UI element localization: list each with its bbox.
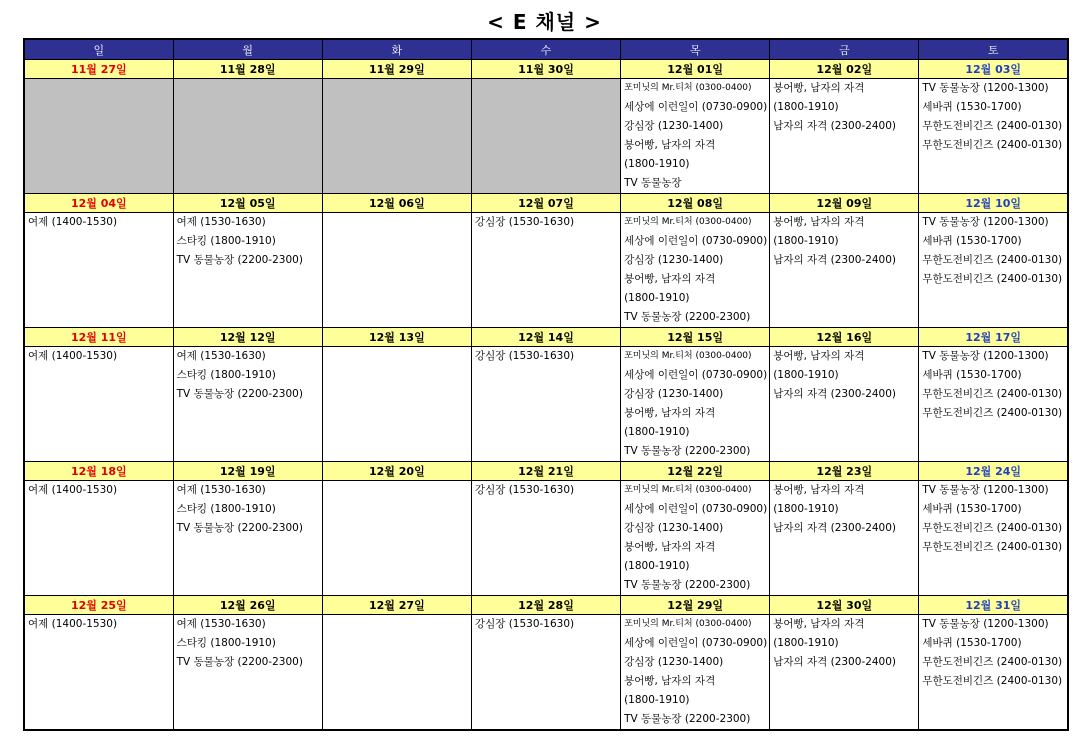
date-cell-mon: 12월 05일 (173, 194, 322, 213)
page-title: < E 채널 > (487, 10, 602, 34)
schedule-calendar (23, 38, 1069, 731)
program-cell-tue (322, 481, 471, 596)
weekday-header-row (24, 39, 1068, 60)
weekday-mon: 월 (173, 39, 322, 60)
program-entry: (1800-1910) (624, 158, 690, 170)
program-entry: TV 동물농장 (2200-2300) (176, 522, 303, 534)
program-row (24, 79, 1068, 194)
program-entry: 붕어빵, 남자의 자격 (624, 139, 716, 151)
date-cell-sun: 12월 11일 (24, 328, 173, 347)
date-cell-wed: 12월 21일 (471, 462, 620, 481)
program-row (24, 481, 1068, 596)
program-entry: 붕어빵, 남자의 자격 (624, 675, 716, 687)
date-row (24, 462, 1068, 481)
program-entry: 강심장 (1530-1630) (474, 618, 575, 630)
date-row (24, 194, 1068, 213)
date-row (24, 328, 1068, 347)
date-row (24, 60, 1068, 79)
program-entry: TV 동물농장 (2200-2300) (624, 445, 751, 457)
date-cell-sun: 12월 18일 (24, 462, 173, 481)
program-cell-sun (24, 213, 173, 328)
program-entry: 강심장 (1530-1630) (474, 350, 575, 362)
program-entry: 세상에 이런일이 (0730-0900) (624, 101, 768, 113)
program-entry: 스타킹 (1800-1910) (176, 369, 276, 381)
date-cell-thu: 12월 29일 (621, 596, 770, 615)
program-entry: 붕어빵, 남자의 자격 (624, 407, 716, 419)
program-entry: 무한도전비긴즈 (2400-0130) (922, 675, 1063, 687)
program-entry: 여제 (1400-1530) (28, 484, 118, 496)
program-entry: 붕어빵, 남자의 자격 (773, 484, 865, 496)
program-entry: 세상에 이런일이 (0730-0900) (624, 235, 768, 247)
program-cell-sun (24, 347, 173, 462)
program-entry: 포미닛의 Mr.티처 (0300-0400) (624, 485, 752, 495)
program-entry: (1800-1910) (773, 235, 839, 247)
program-cell-fri (770, 481, 919, 596)
program-entry: 남자의 자격 (2300-2400) (773, 254, 897, 266)
weekday-sat: 토 (919, 39, 1068, 60)
weekday-wed: 수 (471, 39, 620, 60)
date-cell-thu: 12월 15일 (621, 328, 770, 347)
program-entry: 스타킹 (1800-1910) (176, 235, 276, 247)
program-entry: 스타킹 (1800-1910) (176, 503, 276, 515)
date-cell-fri: 12월 02일 (770, 60, 919, 79)
date-cell-wed: 11월 30일 (471, 60, 620, 79)
program-entry: (1800-1910) (773, 637, 839, 649)
program-entry: TV 동물농장 (2200-2300) (176, 656, 303, 668)
program-cell-mon (173, 79, 322, 194)
program-entry: TV 동물농장 (1200-1300) (922, 216, 1049, 228)
program-entry: 포미닛의 Mr.티처 (0300-0400) (624, 619, 752, 629)
program-entry: 강심장 (1230-1400) (624, 522, 724, 534)
program-cell-sun (24, 79, 173, 194)
program-entry: 무한도전비긴즈 (2400-0130) (922, 407, 1063, 419)
program-entry: 무한도전비긴즈 (2400-0130) (922, 254, 1063, 266)
date-cell-mon: 11월 28일 (173, 60, 322, 79)
program-entry: 무한도전비긴즈 (2400-0130) (922, 273, 1063, 285)
program-entry: 강심장 (1230-1400) (624, 120, 724, 132)
program-entry: 세바퀴 (1530-1700) (922, 101, 1022, 113)
program-row (24, 213, 1068, 328)
program-cell-wed (471, 481, 620, 596)
program-entry: 세바퀴 (1530-1700) (922, 235, 1022, 247)
program-entry: 포미닛의 Mr.티처 (0300-0400) (624, 351, 752, 361)
program-cell-sun (24, 481, 173, 596)
date-row (24, 596, 1068, 615)
program-cell-thu (621, 79, 770, 194)
program-entry: 강심장 (1530-1630) (474, 216, 575, 228)
date-cell-fri: 12월 16일 (770, 328, 919, 347)
program-entry: TV 동물농장 (2200-2300) (176, 254, 303, 266)
program-entry: 붕어빵, 남자의 자격 (773, 618, 865, 630)
program-entry: TV 동물농장 (1200-1300) (922, 350, 1049, 362)
program-entry: 강심장 (1230-1400) (624, 254, 724, 266)
program-entry: 무한도전비긴즈 (2400-0130) (922, 656, 1063, 668)
program-cell-thu (621, 481, 770, 596)
program-entry: 세상에 이런일이 (0730-0900) (624, 369, 768, 381)
date-cell-sun: 12월 25일 (24, 596, 173, 615)
date-cell-sat: 12월 03일 (919, 60, 1068, 79)
program-entry: 붕어빵, 남자의 자격 (773, 216, 865, 228)
program-entry: 세바퀴 (1530-1700) (922, 369, 1022, 381)
program-entry: TV 동물농장 (2200-2300) (624, 713, 751, 725)
program-entry: TV 동물농장 (2200-2300) (624, 311, 751, 323)
weekday-fri: 금 (770, 39, 919, 60)
program-entry: 남자의 자격 (2300-2400) (773, 120, 897, 132)
program-entry: 여제 (1530-1630) (176, 350, 266, 362)
program-entry: 강심장 (1530-1630) (474, 484, 575, 496)
program-entry: TV 동물농장 (2200-2300) (624, 579, 751, 591)
program-cell-thu (621, 615, 770, 731)
date-cell-tue: 12월 20일 (322, 462, 471, 481)
program-row (24, 347, 1068, 462)
program-entry: (1800-1910) (773, 101, 839, 113)
date-cell-sat: 12월 17일 (919, 328, 1068, 347)
program-entry: 붕어빵, 남자의 자격 (773, 350, 865, 362)
program-entry: 무한도전비긴즈 (2400-0130) (922, 522, 1063, 534)
program-cell-fri (770, 213, 919, 328)
program-entry: (1800-1910) (773, 369, 839, 381)
date-cell-wed: 12월 14일 (471, 328, 620, 347)
program-entry: 남자의 자격 (2300-2400) (773, 522, 897, 534)
date-cell-thu: 12월 01일 (621, 60, 770, 79)
date-cell-tue: 12월 13일 (322, 328, 471, 347)
program-entry: 강심장 (1230-1400) (624, 388, 724, 400)
date-cell-sun: 12월 04일 (24, 194, 173, 213)
program-entry: 무한도전비긴즈 (2400-0130) (922, 541, 1063, 553)
program-cell-sun (24, 615, 173, 731)
program-entry: 포미닛의 Mr.티처 (0300-0400) (624, 217, 752, 227)
program-cell-tue (322, 213, 471, 328)
program-cell-sat (919, 79, 1068, 194)
date-cell-wed: 12월 07일 (471, 194, 620, 213)
program-entry: 남자의 자격 (2300-2400) (773, 656, 897, 668)
program-entry: (1800-1910) (624, 426, 690, 438)
program-cell-thu (621, 347, 770, 462)
program-entry: 세바퀴 (1530-1700) (922, 503, 1022, 515)
program-row (24, 615, 1068, 731)
date-cell-sat: 12월 24일 (919, 462, 1068, 481)
program-cell-mon (173, 615, 322, 731)
program-entry: 붕어빵, 남자의 자격 (624, 273, 716, 285)
date-cell-thu: 12월 22일 (621, 462, 770, 481)
program-cell-fri (770, 615, 919, 731)
program-entry: 여제 (1400-1530) (28, 618, 118, 630)
date-cell-tue: 12월 06일 (322, 194, 471, 213)
program-cell-wed (471, 615, 620, 731)
program-entry: 세상에 이런일이 (0730-0900) (624, 637, 768, 649)
program-entry: TV 동물농장 (1200-1300) (922, 484, 1049, 496)
program-cell-sat (919, 347, 1068, 462)
program-cell-fri (770, 347, 919, 462)
program-entry: 여제 (1530-1630) (176, 618, 266, 630)
program-entry: 붕어빵, 남자의 자격 (624, 541, 716, 553)
date-cell-sun: 11월 27일 (24, 60, 173, 79)
program-cell-sat (919, 615, 1068, 731)
program-entry: 세바퀴 (1530-1700) (922, 637, 1022, 649)
date-cell-fri: 12월 30일 (770, 596, 919, 615)
program-cell-sat (919, 213, 1068, 328)
program-entry: TV 동물농장 (624, 177, 682, 189)
program-entry: 스타킹 (1800-1910) (176, 637, 276, 649)
program-cell-thu (621, 213, 770, 328)
program-cell-mon (173, 347, 322, 462)
date-cell-tue: 11월 29일 (322, 60, 471, 79)
program-entry: TV 동물농장 (1200-1300) (922, 618, 1049, 630)
weekday-thu: 목 (621, 39, 770, 60)
program-cell-tue (322, 615, 471, 731)
program-entry: 포미닛의 Mr.티처 (0300-0400) (624, 83, 752, 93)
program-entry: 무한도전비긴즈 (2400-0130) (922, 388, 1063, 400)
date-cell-mon: 12월 19일 (173, 462, 322, 481)
program-cell-wed (471, 79, 620, 194)
program-cell-mon (173, 481, 322, 596)
program-entry: 세상에 이런일이 (0730-0900) (624, 503, 768, 515)
program-entry: 여제 (1400-1530) (28, 216, 118, 228)
program-cell-sat (919, 481, 1068, 596)
date-cell-fri: 12월 09일 (770, 194, 919, 213)
program-cell-mon (173, 213, 322, 328)
date-cell-thu: 12월 08일 (621, 194, 770, 213)
program-entry: 남자의 자격 (2300-2400) (773, 388, 897, 400)
date-cell-mon: 12월 12일 (173, 328, 322, 347)
program-entry: (1800-1910) (773, 503, 839, 515)
weekday-sun: 일 (24, 39, 173, 60)
program-entry: (1800-1910) (624, 560, 690, 572)
program-cell-tue (322, 347, 471, 462)
program-entry: 여제 (1530-1630) (176, 484, 266, 496)
date-cell-sat: 12월 31일 (919, 596, 1068, 615)
program-cell-wed (471, 213, 620, 328)
program-cell-tue (322, 79, 471, 194)
date-cell-tue: 12월 27일 (322, 596, 471, 615)
program-entry: 강심장 (1230-1400) (624, 656, 724, 668)
program-cell-wed (471, 347, 620, 462)
program-entry: TV 동물농장 (2200-2300) (176, 388, 303, 400)
weekday-tue: 화 (322, 39, 471, 60)
date-cell-fri: 12월 23일 (770, 462, 919, 481)
program-entry: (1800-1910) (624, 694, 690, 706)
program-cell-fri (770, 79, 919, 194)
program-entry: 무한도전비긴즈 (2400-0130) (922, 120, 1063, 132)
program-entry: 여제 (1400-1530) (28, 350, 118, 362)
date-cell-mon: 12월 26일 (173, 596, 322, 615)
program-entry: (1800-1910) (624, 292, 690, 304)
program-entry: TV 동물농장 (1200-1300) (922, 82, 1049, 94)
program-entry: 붕어빵, 남자의 자격 (773, 82, 865, 94)
date-cell-sat: 12월 10일 (919, 194, 1068, 213)
program-entry: 무한도전비긴즈 (2400-0130) (922, 139, 1063, 151)
date-cell-wed: 12월 28일 (471, 596, 620, 615)
program-entry: 여제 (1530-1630) (176, 216, 266, 228)
